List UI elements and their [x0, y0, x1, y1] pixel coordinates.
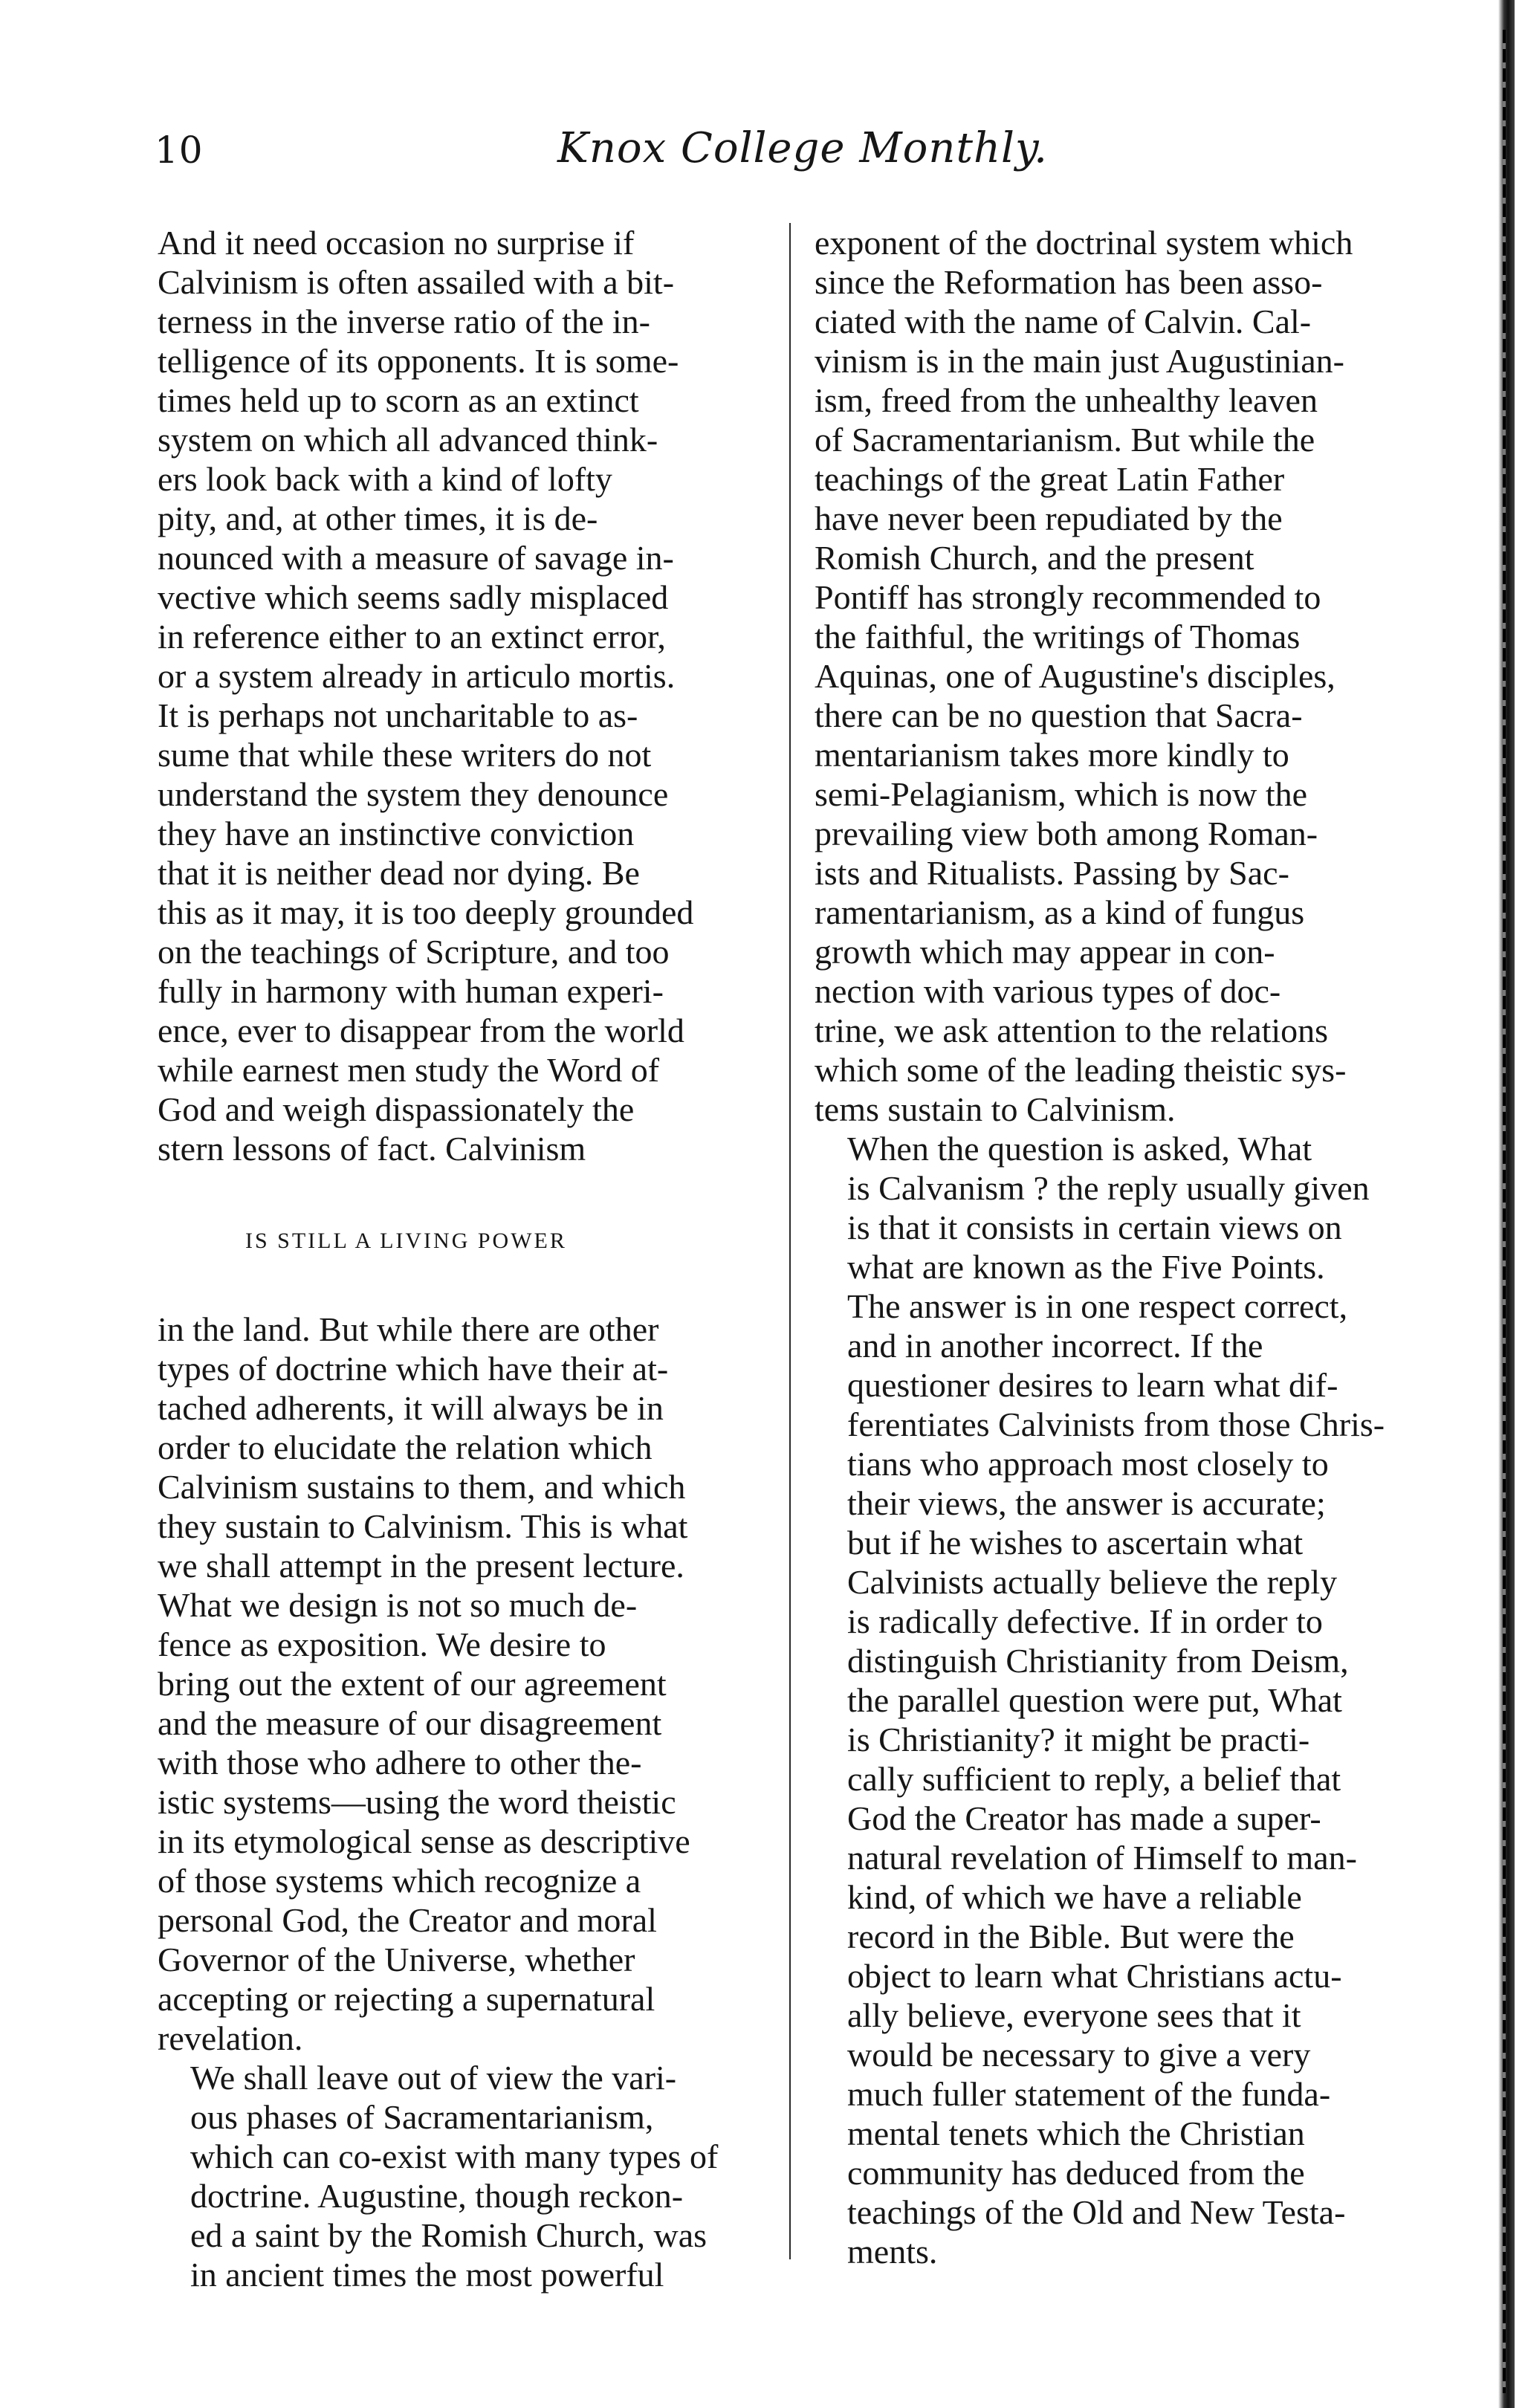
- text-line: is Calvanism ? the reply usually given: [847, 1169, 1370, 1207]
- text-line: since the Reformation has been asso-: [815, 263, 1323, 301]
- text-line: trine, we ask attention to the relations: [815, 1012, 1329, 1049]
- text-line: terness in the inverse ratio of the in-: [158, 302, 650, 340]
- text-line: with those who adhere to other the-: [158, 1744, 642, 1781]
- text-line: that it is neither dead nor dying. Be: [158, 854, 640, 892]
- right-column: [815, 223, 1431, 2271]
- text-line: nounced with a measure of savage in-: [158, 539, 674, 577]
- text-line: teachings of the Old and New Testa-: [847, 2193, 1346, 2231]
- text-line: record in the Bible. But were the: [847, 1917, 1295, 1955]
- text-line: The answer is in one respect correct,: [847, 1287, 1348, 1325]
- text-line: semi-Pelagianism, which is now the: [815, 775, 1308, 813]
- text-line: We shall leave out of view the vari-: [190, 2059, 677, 2097]
- left-paragraph-2: [158, 1310, 774, 2058]
- text-line: ism, freed from the unhealthy leaven: [815, 381, 1318, 419]
- text-line: Calvinists actually believe the reply: [847, 1563, 1338, 1601]
- text-line: When the question is asked, What: [847, 1130, 1312, 1168]
- text-line: tians who approach most closely to: [847, 1445, 1329, 1483]
- text-line: ferentiates Calvinists from those Chris-: [847, 1405, 1385, 1443]
- running-title: Knox College Monthly.: [557, 124, 1048, 172]
- text-line: ments.: [847, 2233, 938, 2271]
- text-line: fully in harmony with human experi-: [158, 972, 664, 1010]
- text-line: in its etymological sense as descriptive: [158, 1822, 690, 1860]
- text-line: nection with various types of doc-: [815, 972, 1281, 1010]
- text-line: fence as exposition. We desire to: [158, 1625, 606, 1663]
- text-line: of those systems which recognize a: [158, 1862, 641, 1900]
- right-paragraph-2: [815, 1129, 1431, 2271]
- text-line: doctrine. Augustine, though reckon-: [190, 2177, 684, 2215]
- left-paragraph-1: [158, 223, 774, 1168]
- text-line: the faithful, the writings of Thomas: [815, 618, 1301, 656]
- text-line: istic systems—using the word theistic: [158, 1783, 676, 1821]
- text-line: the parallel question were put, What: [847, 1681, 1342, 1719]
- left-column: [158, 223, 774, 2294]
- text-line: ous phases of Sacramentarianism,: [190, 2098, 654, 2136]
- text-line: stern lessons of fact. Calvinism: [158, 1130, 586, 1168]
- text-line: Governor of the Universe, whether: [158, 1941, 635, 1978]
- text-line: Aquinas, one of Augustine's disciples,: [815, 657, 1335, 695]
- text-line: Calvinism is often assailed with a bit-: [158, 263, 675, 301]
- text-line: types of doctrine which have their at-: [158, 1350, 669, 1388]
- text-line: would be necessary to give a very: [847, 2036, 1311, 2074]
- text-line: God the Creator has made a super-: [847, 1799, 1321, 1837]
- text-line: God and weigh dispassionately the: [158, 1090, 635, 1128]
- text-line: on the teachings of Scripture, and too: [158, 933, 670, 971]
- text-line: is that it consists in certain views on: [847, 1208, 1342, 1246]
- text-line: Calvinism sustains to them, and which: [158, 1468, 686, 1506]
- text-line: natural revelation of Himself to man-: [847, 1839, 1357, 1877]
- text-line: What we design is not so much de-: [158, 1586, 638, 1624]
- text-line: but if he wishes to ascertain what: [847, 1524, 1304, 1561]
- text-line: in reference either to an extinct error,: [158, 618, 666, 656]
- text-line: they have an instinctive conviction: [158, 815, 635, 852]
- text-line: understand the system they denounce: [158, 775, 669, 813]
- text-line: they sustain to Calvinism. This is what: [158, 1507, 688, 1545]
- column-divider: [789, 223, 791, 2259]
- text-line: personal God, the Creator and moral: [158, 1901, 657, 1939]
- text-line: have never been repudiated by the: [815, 499, 1283, 537]
- text-line: is radically defective. If in order to: [847, 1602, 1323, 1640]
- text-line: teachings of the great Latin Father: [815, 460, 1285, 498]
- text-line: pity, and, at other times, it is de-: [158, 499, 598, 537]
- text-line: and the measure of our disagreement: [158, 1704, 662, 1742]
- text-line: much fuller statement of the funda-: [847, 2075, 1331, 2113]
- text-line: vective which seems sadly misplaced: [158, 578, 669, 616]
- text-line: telligence of its opponents. It is some-: [158, 342, 679, 380]
- text-line: sume that while these writers do not: [158, 736, 652, 774]
- text-line: ence, ever to disappear from the world: [158, 1012, 684, 1049]
- text-line: revelation.: [158, 2019, 303, 2057]
- text-line: exponent of the doctrinal system which: [815, 224, 1353, 262]
- text-line: Romish Church, and the present: [815, 539, 1254, 577]
- text-line: vinism is in the main just Augustinian-: [815, 342, 1344, 380]
- text-line: mental tenets which the Christian: [847, 2114, 1305, 2152]
- text-line: we shall attempt in the present lecture.: [158, 1547, 684, 1585]
- text-line: of Sacramentarianism. But while the: [815, 421, 1315, 459]
- text-line: system on which all advanced think-: [158, 421, 658, 459]
- text-line: ciated with the name of Calvin. Cal-: [815, 302, 1312, 340]
- text-line: community has deduced from the: [847, 2154, 1305, 2192]
- text-line: cally sufficient to reply, a belief that: [847, 1760, 1341, 1798]
- text-line: order to elucidate the relation which: [158, 1428, 653, 1466]
- text-line: ers look back with a kind of lofty: [158, 460, 612, 498]
- text-line: distinguish Christianity from Deism,: [847, 1642, 1349, 1680]
- text-line: in ancient times the most powerful: [190, 2256, 664, 2294]
- text-line: And it need occasion no surprise if: [158, 224, 635, 262]
- text-line: there can be no question that Sacra-: [815, 696, 1303, 734]
- text-line: their views, the answer is accurate;: [847, 1484, 1326, 1522]
- text-line: bring out the extent of our agreement: [158, 1665, 667, 1703]
- text-line: in the land. But while there are other: [158, 1310, 659, 1348]
- left-paragraph-3: [158, 2058, 774, 2294]
- text-line: ists and Ritualists. Passing by Sac-: [815, 854, 1289, 892]
- text-line: tems sustain to Calvinism.: [815, 1090, 1176, 1128]
- text-line: growth which may appear in con-: [815, 933, 1275, 971]
- text-line: tached adherents, it will always be in: [158, 1389, 664, 1427]
- right-paragraph-1: [815, 223, 1431, 1129]
- page-number: 10: [155, 129, 204, 172]
- text-line: times held up to scorn as an extinct: [158, 381, 639, 419]
- text-line: ed a saint by the Romish Church, was: [190, 2216, 708, 2254]
- text-line: mentarianism takes more kindly to: [815, 736, 1289, 774]
- text-line: object to learn what Christians actu-: [847, 1957, 1342, 1995]
- text-line: prevailing view both among Roman-: [815, 815, 1318, 852]
- text-line: or a system already in articulo mortis.: [158, 657, 676, 695]
- text-line: It is perhaps not uncharitable to as-: [158, 696, 638, 734]
- text-line: and in another incorrect. If the: [847, 1327, 1263, 1365]
- text-line: which some of the leading theistic sys-: [815, 1051, 1347, 1089]
- text-line: which can co-exist with many types of: [190, 2137, 719, 2175]
- text-line: ramentarianism, as a kind of fungus: [815, 893, 1305, 931]
- text-line: Pontiff has strongly recommended to: [815, 578, 1321, 616]
- text-line: ally believe, everyone sees that it: [847, 1996, 1301, 2034]
- text-line: what are known as the Five Points.: [847, 1248, 1325, 1286]
- text-line: this as it may, it is too deeply grounded: [158, 893, 694, 931]
- text-line: while earnest men study the Word of: [158, 1051, 660, 1089]
- text-line: is Christianity? it might be practi-: [847, 1721, 1310, 1758]
- text-line: accepting or rejecting a supernatural: [158, 1980, 655, 2018]
- text-line: questioner desires to learn what dif-: [847, 1366, 1338, 1404]
- text-line: kind, of which we have a reliable: [847, 1878, 1302, 1916]
- scan-edge-border: [1498, 0, 1515, 2408]
- section-heading: IS STILL A LIVING POWER: [245, 1229, 567, 1253]
